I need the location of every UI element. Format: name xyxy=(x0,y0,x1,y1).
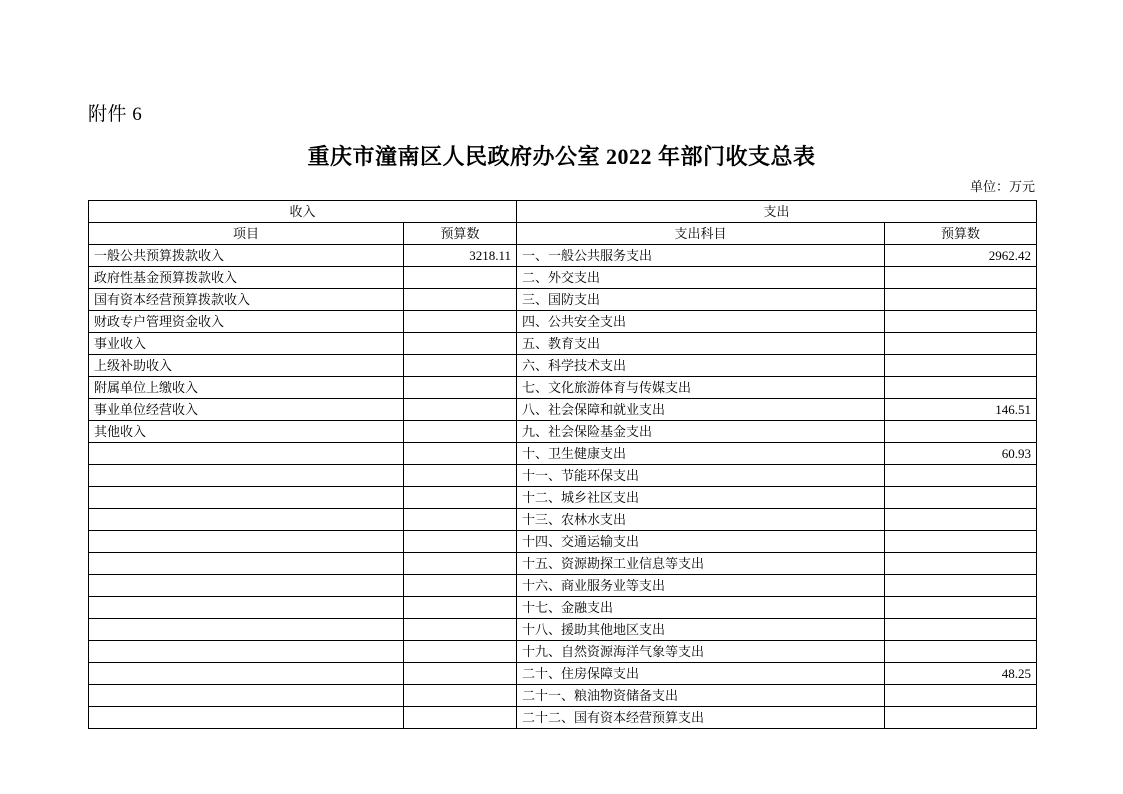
expenditure-item-cell: 一、一般公共服务支出 xyxy=(517,245,885,267)
table-row xyxy=(89,311,1037,333)
table-row xyxy=(89,421,1037,443)
expenditure-item-cell: 八、社会保障和就业支出 xyxy=(517,399,885,421)
page-title: 重庆市潼南区人民政府办公室 2022 年部门收支总表 xyxy=(307,144,816,169)
expenditure-budget-cell xyxy=(885,267,1037,289)
attachment-label: 附件 6 xyxy=(88,104,143,125)
unit-note: 单位：万元 xyxy=(969,179,1035,194)
table-row xyxy=(89,399,1037,421)
table-row xyxy=(89,377,1037,399)
expenditure-budget-cell xyxy=(885,597,1037,619)
income-budget-cell xyxy=(404,355,517,377)
table-row xyxy=(89,487,1037,509)
expenditure-budget-cell xyxy=(885,575,1037,597)
income-item-cell xyxy=(89,531,404,553)
expenditure-item-cell: 四、公共安全支出 xyxy=(517,311,885,333)
income-budget-cell xyxy=(404,311,517,333)
table-column-header-row xyxy=(89,223,1037,245)
expenditure-budget-cell: 48.25 xyxy=(885,663,1037,685)
income-item-cell xyxy=(89,663,404,685)
expenditure-budget-cell xyxy=(885,509,1037,531)
income-item-cell: 政府性基金预算拨款收入 xyxy=(89,267,404,289)
income-item-cell: 一般公共预算拨款收入 xyxy=(89,245,404,267)
expenditure-item-cell: 九、社会保险基金支出 xyxy=(517,421,885,443)
expenditure-budget-cell xyxy=(885,707,1037,729)
expenditure-item-cell: 十五、资源勘探工业信息等支出 xyxy=(517,553,885,575)
budget-summary-table xyxy=(88,200,1037,729)
expenditure-item-cell: 七、文化旅游体育与传媒支出 xyxy=(517,377,885,399)
expenditure-budget-cell xyxy=(885,619,1037,641)
income-budget-cell xyxy=(404,289,517,311)
income-budget-cell xyxy=(404,685,517,707)
table-row xyxy=(89,355,1037,377)
income-item-cell xyxy=(89,707,404,729)
expenditure-item-cell: 十九、自然资源海洋气象等支出 xyxy=(517,641,885,663)
expenditure-item-cell: 十、卫生健康支出 xyxy=(517,443,885,465)
group-header-income: 收入 xyxy=(89,201,517,223)
income-budget-cell xyxy=(404,509,517,531)
table-row xyxy=(89,707,1037,729)
table-row xyxy=(89,531,1037,553)
income-item-cell xyxy=(89,685,404,707)
expenditure-budget-cell: 60.93 xyxy=(885,443,1037,465)
table-row xyxy=(89,465,1037,487)
expenditure-budget-cell xyxy=(885,487,1037,509)
table-row xyxy=(89,685,1037,707)
income-budget-cell xyxy=(404,597,517,619)
income-budget-cell xyxy=(404,531,517,553)
income-item-cell xyxy=(89,641,404,663)
table-row xyxy=(89,663,1037,685)
income-item-cell: 上级补助收入 xyxy=(89,355,404,377)
income-item-cell: 事业单位经营收入 xyxy=(89,399,404,421)
expenditure-budget-cell xyxy=(885,531,1037,553)
income-budget-cell: 3218.11 xyxy=(404,245,517,267)
income-item-cell xyxy=(89,597,404,619)
expenditure-item-cell: 五、教育支出 xyxy=(517,333,885,355)
income-budget-cell xyxy=(404,553,517,575)
expenditure-item-cell: 二十二、国有资本经营预算支出 xyxy=(517,707,885,729)
expenditure-budget-cell: 146.51 xyxy=(885,399,1037,421)
income-item-cell xyxy=(89,575,404,597)
expenditure-item-cell: 十七、金融支出 xyxy=(517,597,885,619)
table-row xyxy=(89,553,1037,575)
income-item-cell xyxy=(89,509,404,531)
expenditure-item-cell: 十三、农林水支出 xyxy=(517,509,885,531)
income-budget-cell xyxy=(404,267,517,289)
expenditure-budget-cell xyxy=(885,311,1037,333)
column-header-expenditure-item: 支出科目 xyxy=(517,223,885,245)
income-item-cell xyxy=(89,443,404,465)
income-budget-cell xyxy=(404,487,517,509)
income-budget-cell xyxy=(404,443,517,465)
income-item-cell: 其他收入 xyxy=(89,421,404,443)
income-item-cell xyxy=(89,465,404,487)
column-header-expenditure-budget: 预算数 xyxy=(885,223,1037,245)
expenditure-budget-cell xyxy=(885,377,1037,399)
expenditure-budget-cell: 2962.42 xyxy=(885,245,1037,267)
income-budget-cell xyxy=(404,707,517,729)
expenditure-item-cell: 十二、城乡社区支出 xyxy=(517,487,885,509)
expenditure-budget-cell xyxy=(885,355,1037,377)
expenditure-budget-cell xyxy=(885,465,1037,487)
income-budget-cell xyxy=(404,641,517,663)
expenditure-item-cell: 十一、节能环保支出 xyxy=(517,465,885,487)
income-item-cell xyxy=(89,553,404,575)
expenditure-budget-cell xyxy=(885,421,1037,443)
table-row xyxy=(89,641,1037,663)
expenditure-item-cell: 十四、交通运输支出 xyxy=(517,531,885,553)
table-group-header-row xyxy=(89,201,1037,223)
expenditure-budget-cell xyxy=(885,641,1037,663)
income-budget-cell xyxy=(404,663,517,685)
expenditure-budget-cell xyxy=(885,685,1037,707)
income-budget-cell xyxy=(404,333,517,355)
column-header-income-budget: 预算数 xyxy=(404,223,517,245)
expenditure-item-cell: 二十一、粮油物资储备支出 xyxy=(517,685,885,707)
income-item-cell: 附属单位上缴收入 xyxy=(89,377,404,399)
income-item-cell xyxy=(89,487,404,509)
income-budget-cell xyxy=(404,399,517,421)
table-row xyxy=(89,443,1037,465)
expenditure-item-cell: 二、外交支出 xyxy=(517,267,885,289)
expenditure-item-cell: 十八、援助其他地区支出 xyxy=(517,619,885,641)
expenditure-budget-cell xyxy=(885,553,1037,575)
income-budget-cell xyxy=(404,465,517,487)
expenditure-item-cell: 十六、商业服务业等支出 xyxy=(517,575,885,597)
income-item-cell xyxy=(89,619,404,641)
column-header-income-item: 项目 xyxy=(89,223,404,245)
income-budget-cell xyxy=(404,619,517,641)
table-row xyxy=(89,245,1037,267)
table-row xyxy=(89,289,1037,311)
income-budget-cell xyxy=(404,575,517,597)
expenditure-budget-cell xyxy=(885,333,1037,355)
expenditure-item-cell: 二十、住房保障支出 xyxy=(517,663,885,685)
group-header-expenditure: 支出 xyxy=(517,201,1037,223)
income-item-cell: 事业收入 xyxy=(89,333,404,355)
income-budget-cell xyxy=(404,377,517,399)
table-row xyxy=(89,619,1037,641)
table-row xyxy=(89,267,1037,289)
expenditure-budget-cell xyxy=(885,289,1037,311)
table-row xyxy=(89,509,1037,531)
expenditure-item-cell: 六、科学技术支出 xyxy=(517,355,885,377)
income-item-cell: 财政专户管理资金收入 xyxy=(89,311,404,333)
table-row xyxy=(89,597,1037,619)
income-budget-cell xyxy=(404,421,517,443)
expenditure-item-cell: 三、国防支出 xyxy=(517,289,885,311)
table-row xyxy=(89,333,1037,355)
table-row xyxy=(89,575,1037,597)
income-item-cell: 国有资本经营预算拨款收入 xyxy=(89,289,404,311)
